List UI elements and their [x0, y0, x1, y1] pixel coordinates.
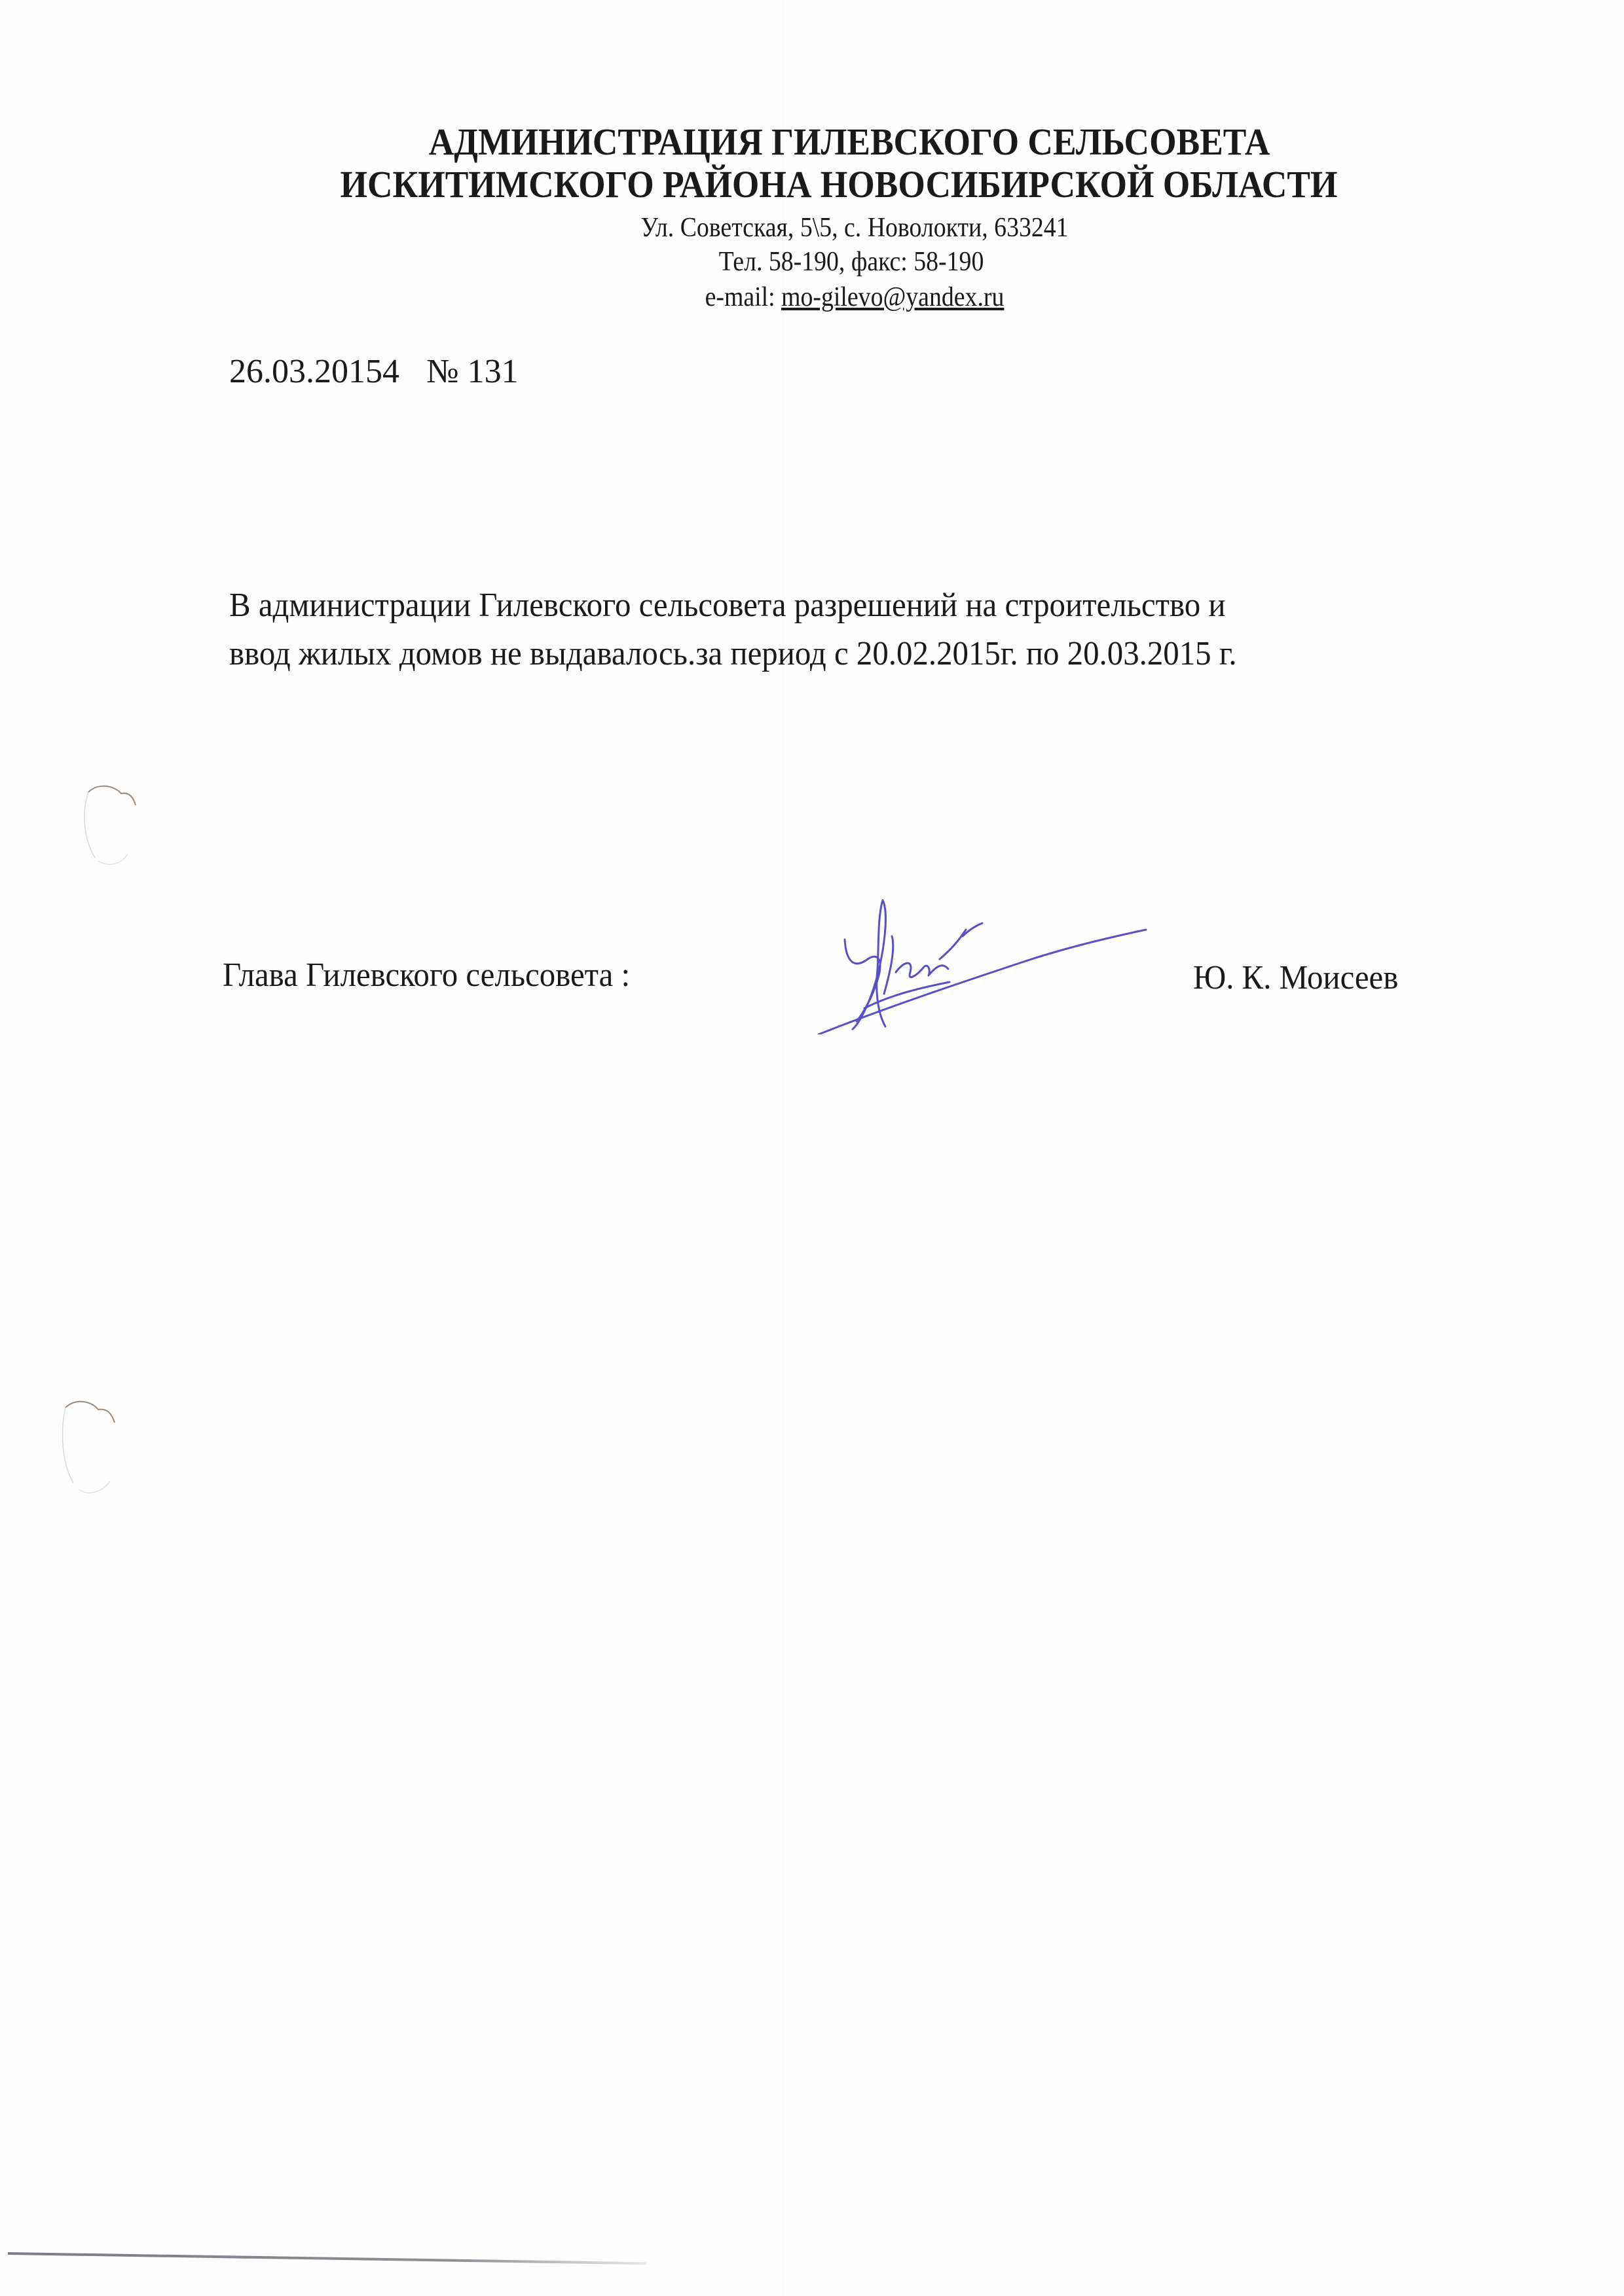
handwritten-signature-icon: [805, 877, 1159, 1034]
scan-edge-line: [8, 2252, 646, 2265]
document-date: 26.03.20154: [229, 353, 399, 390]
body-line-1: В администрации Гилевского сельсовета разрешений на строительство и: [229, 587, 1226, 624]
punch-hole-upper: [69, 773, 147, 877]
signatory-position: Глава Гилевского сельсовета :: [223, 957, 631, 994]
number-sign: №: [426, 353, 459, 390]
signatory-name: Ю. К. Моисеев: [1193, 959, 1399, 996]
org-name-line-2: ИСКИТИМСКОГО РАЙОНА НОВОСИБИРСКОЙ ОБЛАСТИ: [340, 163, 1338, 206]
body-line-2: ввод жилых домов не выдавалось.за период с 20.02.2015г. по 20.03.2015 г.: [229, 635, 1237, 672]
org-email-line: [162, 282, 1547, 312]
email-link[interactable]: mo-gilevo@yandex.ru: [781, 282, 1005, 312]
document-reference: [229, 352, 519, 392]
document-number: 131: [467, 353, 519, 390]
email-label: e-mail:: [705, 282, 782, 312]
punch-hole-lower: [52, 1391, 131, 1503]
org-address: Ул. Советская, 5\5, с. Новолокти, 633241: [640, 213, 1069, 243]
org-name-line-1: АДМИНИСТРАЦИЯ ГИЛЕВСКОГО СЕЛЬСОВЕТА: [428, 120, 1270, 163]
document-body: [229, 581, 1386, 678]
org-phone-fax: Тел. 58-190, факс: 58-190: [718, 247, 984, 277]
